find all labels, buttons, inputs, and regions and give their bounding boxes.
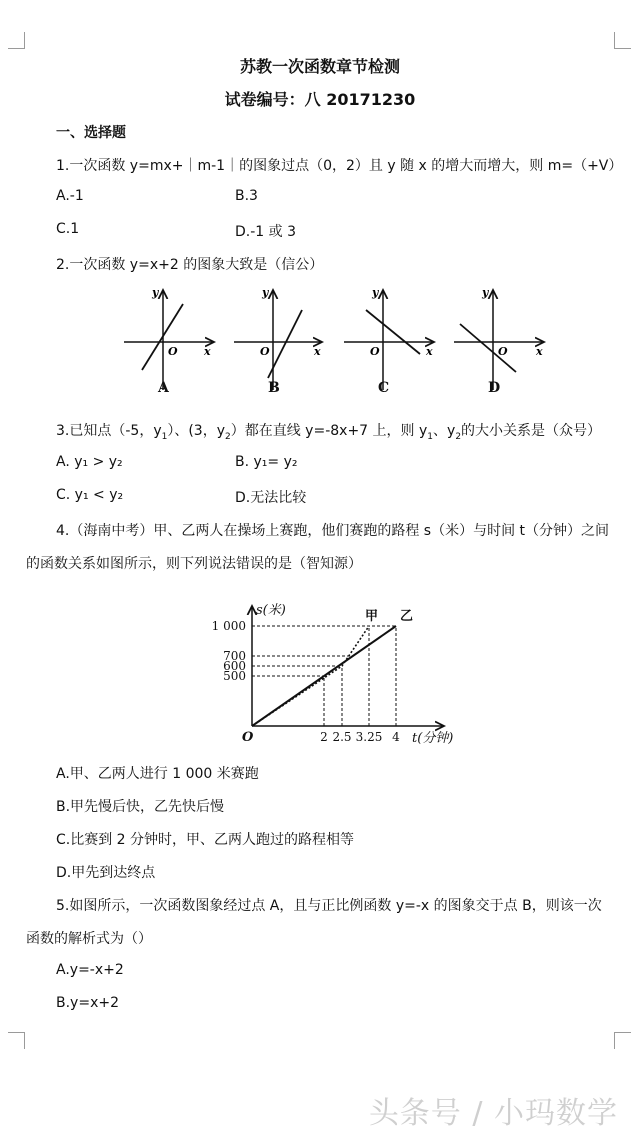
q1-option-c: C.1 — [56, 221, 80, 237]
svg-text:x: x — [204, 345, 211, 358]
svg-text:O: O — [370, 345, 380, 358]
svg-text:x: x — [314, 345, 321, 358]
chart-origin-label: O — [242, 730, 254, 745]
crop-mark-bottom-right — [614, 1032, 631, 1049]
q4-option-a: A.甲、乙两人进行 1 000 米赛跑 — [56, 766, 259, 782]
q2-label-a: A — [158, 380, 169, 396]
q2-stem: 2.一次函数 y=x+2 的图象大致是（信公） — [56, 257, 324, 273]
q3-option-b: B. y₁= y₂ — [235, 454, 298, 470]
q3-option-c: C. y₁ < y₂ — [56, 487, 124, 503]
svg-text:y: y — [262, 286, 269, 299]
svg-text:x: x — [536, 345, 543, 358]
q2-graph-a — [124, 286, 214, 390]
chart-xtick-label-2: 3.25 — [355, 730, 383, 744]
chart-series-label-0: 甲 — [365, 609, 379, 624]
chart-ytick-label-2: 700 — [223, 649, 246, 663]
q1-stem: 1.一次函数 y=mx+｜m-1｜的图象过点（0，2）且 y 随 x 的增大而增大，则 m=（+V） — [56, 158, 623, 174]
chart-xtick-label-0: 2 — [320, 730, 328, 744]
q4-stem-line2: 的函数关系如图所示，则下列说法错误的是（智知源） — [26, 556, 362, 572]
crop-mark-bottom-left — [8, 1032, 25, 1049]
chart-ytick-label-1: 600 — [223, 659, 246, 673]
q5-option-b: B.y=x+2 — [56, 995, 119, 1011]
q2-graph-b — [234, 286, 322, 390]
q5-stem-line2: 函数的解析式为（） — [26, 931, 152, 947]
svg-text:O: O — [498, 345, 508, 358]
q3-option-d: D.无法比较 — [235, 490, 307, 506]
svg-text:O: O — [260, 345, 270, 358]
page-subtitle: 试卷编号：八 20171230 — [224, 90, 416, 109]
chart-x-axis-label: t(分钟) — [412, 731, 454, 746]
svg-text:x: x — [426, 345, 433, 358]
crop-mark-top-right — [614, 32, 631, 49]
q1-option-a: A.-1 — [56, 188, 84, 204]
section-heading: 一、选择题 — [56, 125, 126, 141]
q2-graph-c — [344, 286, 434, 390]
q5-stem-line1: 5.如图所示，一次函数图象经过点 A，且与正比例函数 y=-x 的图象交于点 B，则该一次 — [56, 898, 602, 914]
q4-option-c: C.比赛到 2 分钟时，甲、乙两人跑过的路程相等 — [56, 832, 355, 848]
chart-y-axis-label: s(米) — [256, 603, 286, 618]
q3-stem: 3.已知点（-5，$y_1$）、(3，$y_2$）都在直线 y=-8x+7 上，则 $y_1$、$y_2$的大小关系是（众号） — [56, 423, 602, 442]
page-title: 苏教一次函数章节检测 — [239, 57, 400, 76]
q2-label-c: C — [378, 380, 390, 396]
q4-option-b: B.甲先慢后快，乙先快后慢 — [56, 799, 225, 815]
chart-xtick-label-1: 2.5 — [332, 730, 352, 744]
crop-mark-top-left — [8, 32, 25, 49]
chart-xtick-label-3: 4 — [392, 730, 400, 744]
q2-graph-d — [454, 286, 544, 390]
q4-stem-line1: 4.（海南中考）甲、乙两人在操场上赛跑，他们赛跑的路程 s（米）与时间 t（分钟）之间 — [56, 523, 610, 539]
q2-label-d: D — [488, 380, 501, 396]
q2-graphs — [0, 280, 640, 400]
chart-series-label-1: 乙 — [400, 609, 414, 624]
q4-race-chart — [200, 600, 470, 750]
svg-text:y: y — [482, 286, 489, 299]
q1-option-b: B.3 — [235, 188, 258, 204]
q3-option-a: A. y₁ > y₂ — [56, 454, 123, 470]
q5-option-a: A.y=-x+2 — [56, 962, 124, 978]
svg-text:y: y — [372, 286, 379, 299]
chart-ytick-label-3: 1 000 — [211, 619, 246, 633]
q1-option-d: D.-1 或 3 — [235, 224, 296, 240]
chart-ytick-label-0: 500 — [223, 669, 246, 683]
q2-label-b: B — [268, 380, 280, 396]
q4-option-d: D.甲先到达终点 — [56, 865, 156, 881]
svg-text:y: y — [152, 286, 159, 299]
watermark: 头条号 / 小玛数学 — [368, 1096, 618, 1131]
svg-text:O: O — [168, 345, 178, 358]
